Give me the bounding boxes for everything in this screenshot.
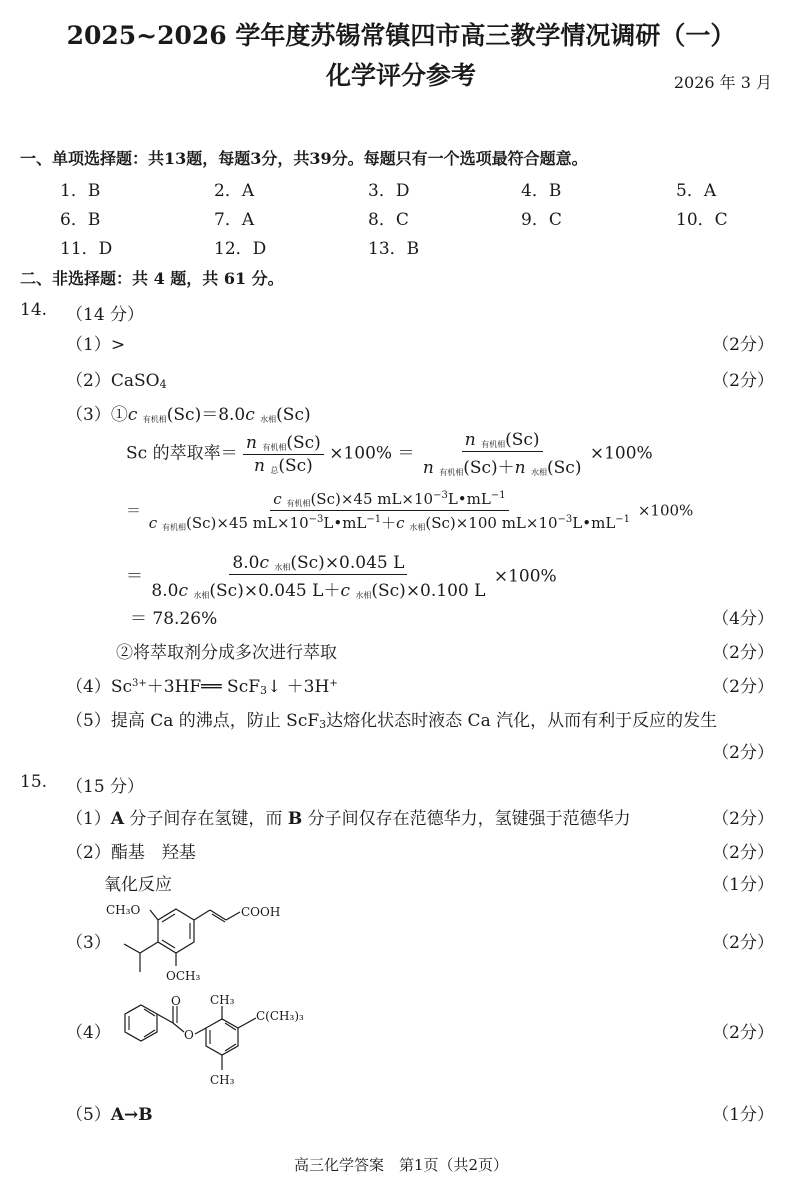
subscript: 水相 xyxy=(409,523,426,532)
subscript: 3 xyxy=(319,718,327,731)
subscript: 有机相 xyxy=(161,523,186,532)
equation-text: (Sc) xyxy=(286,432,321,453)
superscript: −1 xyxy=(615,514,631,525)
symbol-n: n xyxy=(253,455,265,476)
q15-p5 xyxy=(66,1100,153,1125)
superscript: −3 xyxy=(557,514,573,525)
page-subtitle: 化学评分参考 xyxy=(325,61,476,90)
symbol-c: c xyxy=(259,553,269,573)
equation-text: 8.0 xyxy=(151,581,179,601)
symbol-c: c xyxy=(273,490,282,508)
points: （2分） xyxy=(712,843,774,863)
equation-text: ×45 mL×10 xyxy=(216,514,309,532)
q15-score: （15 分） xyxy=(66,777,145,797)
equation-text: ×100 mL×10 xyxy=(455,514,558,532)
mc-answer: 10．C xyxy=(676,210,728,230)
q14-p3-liter-eq xyxy=(126,553,557,601)
subscript: 水相 xyxy=(260,415,277,424)
equation-text: ×0.100 L xyxy=(405,581,486,601)
equation-text: ×45 mL×10 xyxy=(340,490,434,508)
symbol-c: c xyxy=(340,581,350,601)
answer-text: 酯基 羟基 xyxy=(110,843,196,863)
structure-formula-q15-4 xyxy=(100,992,340,1092)
symbol-c: c xyxy=(245,405,255,425)
equals: ＝ xyxy=(126,501,142,520)
subscript: 有机相 xyxy=(286,499,311,508)
q14-p3-rate xyxy=(126,430,653,478)
equation-text: ×0.045 L xyxy=(324,553,405,573)
answer-text: > xyxy=(110,335,126,355)
equation-text: ↓ ＋3H xyxy=(267,677,330,697)
equation-text: ＋ xyxy=(381,514,397,532)
part-label: （5） xyxy=(66,711,111,731)
fraction xyxy=(146,490,633,533)
q15-number: 15. xyxy=(20,772,48,792)
q14-p3-part2: ②将萃取剂分成多次进行萃取 xyxy=(116,643,337,663)
answer-text: A→B xyxy=(110,1105,153,1125)
mc-answer: 13．B xyxy=(368,239,420,259)
equation-text: (Sc) xyxy=(278,455,313,476)
points: （2分） xyxy=(712,743,774,763)
part-label: （4） xyxy=(66,677,111,697)
fraction xyxy=(148,553,488,601)
equation-text: (Sc) xyxy=(310,490,341,508)
subscript: 有机相 xyxy=(262,442,287,452)
equation-text: (Sc) xyxy=(463,458,498,478)
equation-text: Sc xyxy=(110,677,132,697)
part-label: （2） xyxy=(66,371,111,391)
points: （1分） xyxy=(712,875,774,895)
points: （2分） xyxy=(712,677,774,697)
points: （2分） xyxy=(712,933,774,953)
symbol-n: n xyxy=(464,430,476,450)
q15-p1 xyxy=(66,804,631,829)
q15-p3-label: （3） xyxy=(66,933,111,953)
points: （2分） xyxy=(712,643,774,663)
subscript: 有机相 xyxy=(481,440,506,449)
part-label: （1） xyxy=(66,809,111,829)
part-label: （3）① xyxy=(66,405,128,425)
superscript: −1 xyxy=(490,490,506,501)
methoxy-label: OCH₃ xyxy=(166,969,201,983)
superscript: + xyxy=(329,678,338,689)
carbonyl-oxygen-label: O xyxy=(171,994,181,1008)
equation-text: (Sc) xyxy=(505,430,540,450)
mc-answer: 3．D xyxy=(368,181,410,201)
subscript: 3 xyxy=(260,684,268,697)
answer-text: 提高 Ca 的沸点，防止 ScF xyxy=(110,711,320,731)
equals: ＝ xyxy=(126,566,143,587)
q14-p3-volume-eq xyxy=(126,490,693,533)
q15-p2-reaction: 氧化反应 xyxy=(104,875,172,895)
part-label: （1） xyxy=(66,335,111,355)
fraction xyxy=(420,430,585,478)
subscript: 总 xyxy=(270,465,279,475)
symbol-c: c xyxy=(178,581,188,601)
q14-p3-eq1 xyxy=(66,400,311,425)
equation-text: ×100% xyxy=(637,501,694,520)
points: （2分） xyxy=(712,809,774,829)
equation-text: (Sc) xyxy=(425,514,456,532)
q15-p2 xyxy=(66,838,196,863)
equation-text: ×100% xyxy=(329,443,393,464)
answer-text: 分子间仅存在范德华力，氢键强于范德华力 xyxy=(302,809,631,829)
rate-label: Sc 的萃取率＝ xyxy=(126,443,238,464)
q14-p4 xyxy=(66,672,338,697)
equation-text: ＋ xyxy=(323,581,341,601)
equation-text: (Sc) xyxy=(209,581,244,601)
part-label: （5） xyxy=(66,1105,111,1125)
equation-text: L•mL xyxy=(572,514,616,532)
equation-text: 8.0 xyxy=(232,553,260,573)
mc-answer: 1．B xyxy=(60,181,101,201)
equation-text: ×100% xyxy=(493,566,557,587)
part-label: （2） xyxy=(66,843,111,863)
equation-text: (Sc) xyxy=(276,405,311,425)
equation-text: L•mL xyxy=(323,514,367,532)
subscript: 水相 xyxy=(531,468,548,477)
answer-text: 分子间存在氢键，而 xyxy=(124,809,288,829)
points: （4分） xyxy=(712,609,774,629)
subscript: 有机相 xyxy=(142,415,167,424)
points: （2分） xyxy=(712,371,774,391)
answer-text: CaSO xyxy=(110,371,160,391)
compound-a: A xyxy=(110,809,125,829)
equation-text: ＋3HF══ ScF xyxy=(146,677,261,697)
equation-text: (Sc) xyxy=(185,514,217,532)
symbol-c: c xyxy=(127,405,138,425)
page-title: 2025~2026 学年度苏锡常镇四市高三教学情况调研（一） xyxy=(66,21,736,50)
superscript: −3 xyxy=(433,490,448,501)
methoxy-label: CH₃O xyxy=(106,903,141,917)
mc-answer: 11．D xyxy=(60,239,113,259)
q14-number: 14. xyxy=(20,300,48,320)
subscript: 水相 xyxy=(355,591,372,600)
q14-score: （14 分） xyxy=(66,305,145,325)
mc-answer: 8．C xyxy=(368,210,409,230)
compound-b: B xyxy=(287,809,303,829)
mc-answer: 7．A xyxy=(214,210,255,230)
structure-formula-q15-3 xyxy=(104,894,304,986)
mc-answer: 5．A xyxy=(676,181,717,201)
mc-answer: 12．D xyxy=(214,239,267,259)
methyl-label: CH₃ xyxy=(210,993,235,1007)
fraction xyxy=(243,433,324,476)
symbol-c: c xyxy=(396,514,405,532)
equation-text: ×0.045 L xyxy=(243,581,324,601)
subscript: 4 xyxy=(159,378,167,391)
ester-oxygen-label: O xyxy=(184,1028,194,1042)
q14-p2 xyxy=(66,366,167,391)
mc-answer: 9．C xyxy=(521,210,562,230)
points: （1分） xyxy=(712,1105,774,1125)
equation-text: ×100% xyxy=(589,443,653,464)
points: （2分） xyxy=(712,335,774,355)
answer-text: 达熔化状态时液态 Ca 汽化，从而有利于反应的发生 xyxy=(326,711,718,731)
tert-butyl-label: C(CH₃)₃ xyxy=(256,1009,304,1023)
equation-text: ＋ xyxy=(497,458,515,478)
superscript: 3+ xyxy=(132,678,147,689)
equation-text: L•mL xyxy=(447,490,491,508)
carboxyl-label: COOH xyxy=(241,905,281,919)
subscript: 有机相 xyxy=(439,468,464,477)
equation-text: (Sc) xyxy=(547,458,582,478)
equation-text: (Sc) xyxy=(290,553,325,573)
superscript: −3 xyxy=(308,514,324,525)
points: （2分） xyxy=(712,1023,774,1043)
mc-answer: 2．A xyxy=(214,181,255,201)
equation-text: (Sc) xyxy=(371,581,406,601)
superscript: −1 xyxy=(366,514,382,525)
symbol-n: n xyxy=(245,432,257,453)
section2-heading: 二、非选择题：共 4 题，共 61 分。 xyxy=(20,269,284,288)
q14-p3-result: ＝ 78.26% xyxy=(130,609,218,629)
mc-answer: 4．B xyxy=(521,181,562,201)
equals: ＝ xyxy=(397,443,415,464)
exam-date: 2026 年 3 月 xyxy=(673,73,772,92)
symbol-n: n xyxy=(514,458,526,478)
subscript: 水相 xyxy=(193,591,210,600)
page-footer: 高三化学答案 第1页（共2页） xyxy=(293,1156,509,1174)
methyl-label: CH₃ xyxy=(210,1073,235,1087)
q15-p4-label: （4） xyxy=(66,1023,111,1043)
subscript: 水相 xyxy=(274,563,291,572)
q14-p5 xyxy=(66,706,717,731)
q14-p1 xyxy=(66,330,125,355)
equation-text: (Sc)＝8.0 xyxy=(166,405,246,425)
section1-heading: 一、单项选择题：共13题，每题3分，共39分。每题只有一个选项最符合题意。 xyxy=(20,149,588,168)
symbol-c: c xyxy=(148,514,158,532)
mc-answer: 6．B xyxy=(60,210,101,230)
symbol-n: n xyxy=(422,458,434,478)
